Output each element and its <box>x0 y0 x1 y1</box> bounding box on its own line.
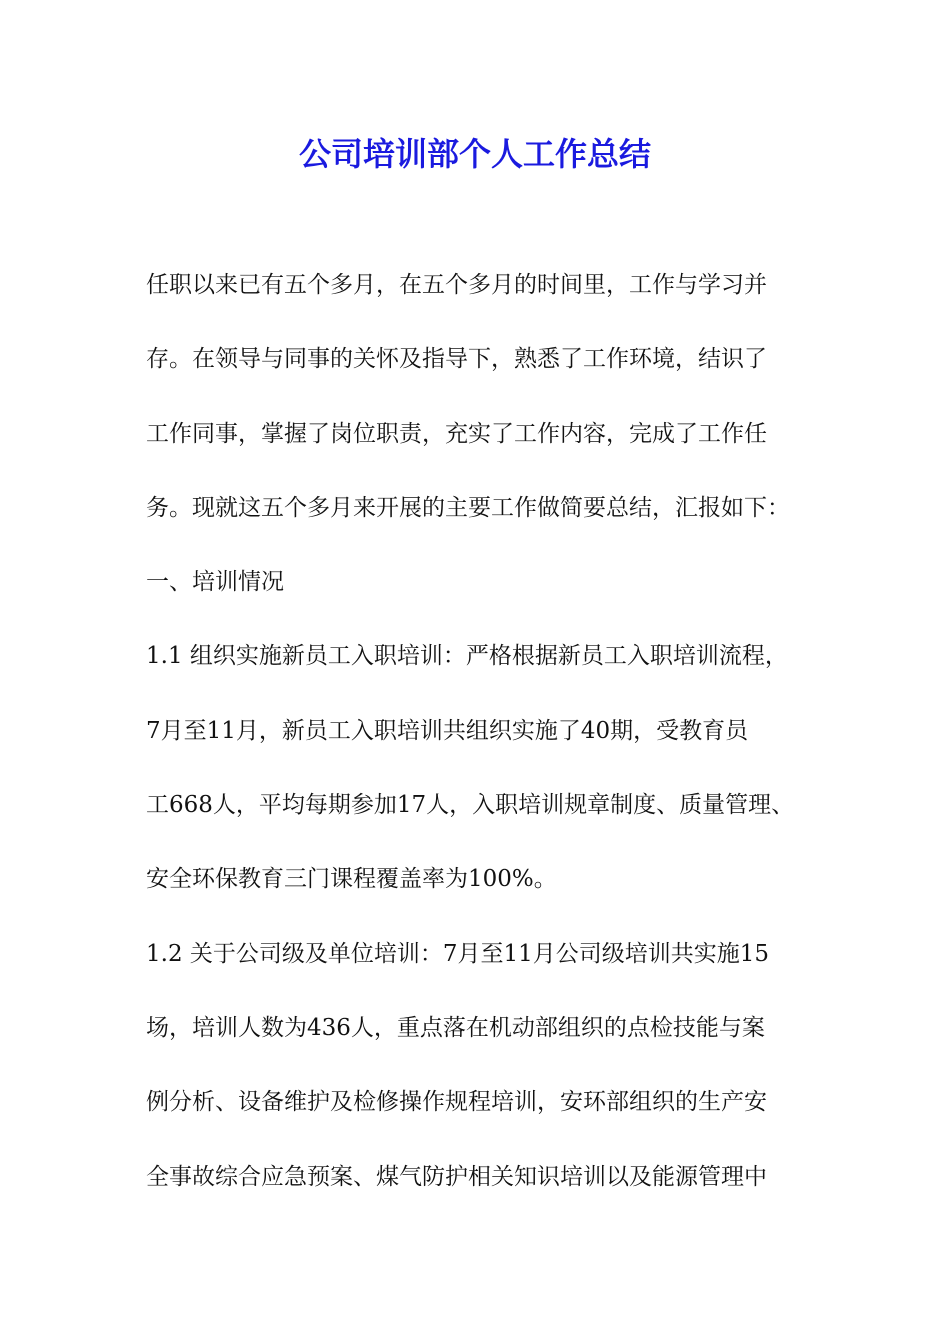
document-title: 公司培训部个人工作总结 <box>298 135 651 173</box>
body-line: 安全环保教育三门课程覆盖率为100%。 <box>146 866 557 893</box>
body-line: 1.2 关于公司级及单位培训：7月至11月公司级培训共实施15 <box>146 940 770 967</box>
body-line: 务。现就这五个多月来开展的主要工作做简要总结，汇报如下： <box>146 494 790 521</box>
body-line: 7月至11月，新员工入职培训共组织实施了40期，受教育员 <box>146 717 749 744</box>
body-line: 全事故综合应急预案、煤气防护相关知识培训以及能源管理中 <box>146 1163 767 1190</box>
body-line: 工668人，平均每期参加17人，入职培训规章制度、质量管理、 <box>146 792 795 819</box>
document-body <box>146 264 816 1230</box>
body-line: 场，培训人数为436人，重点落在机动部组织的点检技能与案 <box>146 1014 765 1041</box>
body-line: 工作同事，掌握了岗位职责，充实了工作内容，完成了工作任 <box>146 420 767 447</box>
section-heading: 一、培训情况 <box>146 569 284 596</box>
body-line: 1.1 组织实施新员工入职培训：严格根据新员工入职培训流程， <box>146 643 788 670</box>
body-line: 任职以来已有五个多月，在五个多月的时间里，工作与学习并 <box>146 272 767 298</box>
body-line: 存。在领导与同事的关怀及指导下，熟悉了工作环境，结识了 <box>146 346 767 373</box>
body-line: 例分析、设备维护及检修操作规程培训，安环部组织的生产安 <box>146 1089 767 1116</box>
